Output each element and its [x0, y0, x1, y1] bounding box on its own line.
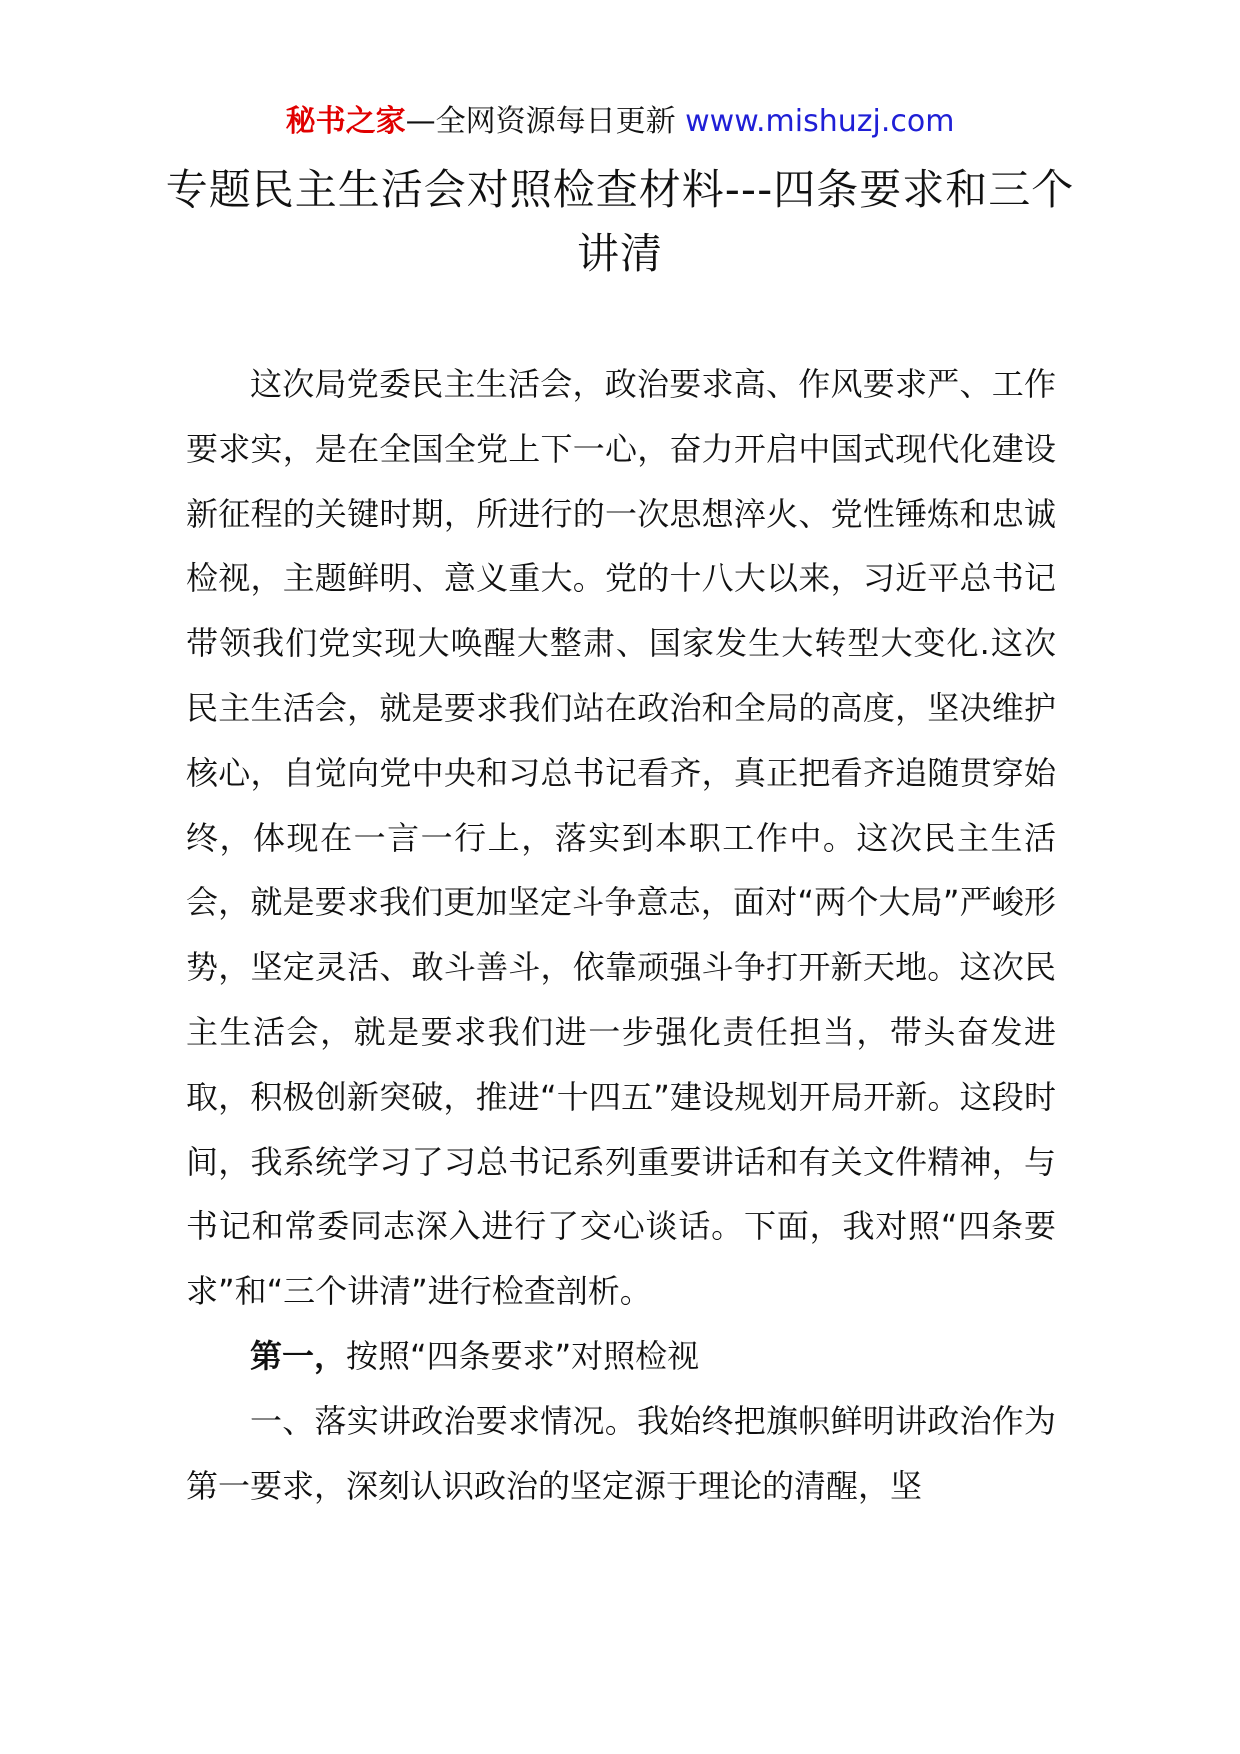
document-body: [186, 352, 1056, 1518]
site-tagline: —全网资源每日更新: [405, 104, 686, 139]
site-brand: 秘书之家: [285, 104, 406, 139]
section-heading: [186, 1324, 1056, 1389]
document-title: 专题民主生活会对照检查材料---四条要求和三个讲清: [165, 165, 1075, 278]
section-heading-lead: 第一，: [250, 1336, 347, 1375]
intro-paragraph: 这次局党委民主生活会，政治要求高、作风要求严、工作要求实，是在全国全党上下一心，奋力开启中国式现代化建设新征程的关键时期，所进行的一次思想淬火、党性锤炼和忠诚检视，主题鲜明、意义重大。党的十八大以来，习近平总书记带领我们党实现大唤醒大整肃、国家发生大转型大变化.这次民主生活会，就是要求我们站在政治和全局的高度，坚决维护核心，自觉向党中央和习总书记看齐，真正把看齐追随贯穿始终，体现在一言一行上，落实到本职工作中。这次民主生活会，就是要求我们更加坚定斗争意志，面对“两个大局”严峻形势，坚定灵活、敢斗善斗，依靠顽强斗争打开新天地。这次民主生活会，就是要求我们进一步强化责任担当，带头奋发进取，积极创新突破，推进“十四五”建设规划开局开新。这段时间，我系统学习了习总书记系列重要讲话和有关文件精神，与书记和常委同志深入进行了交心谈话。下面，我对照“四条要求”和“三个讲清”进行检查剖析。: [186, 365, 1056, 1311]
site-header: [0, 100, 1240, 144]
point-one-paragraph: 一、落实讲政治要求情况。我始终把旗帜鲜明讲政治作为第一要求，深刻认识政治的坚定源于理论的清醒，坚: [186, 1401, 1056, 1505]
site-url[interactable]: www.mishuzj.com: [685, 104, 955, 139]
section-heading-text: 按照“四条要求”对照检视: [346, 1336, 700, 1375]
